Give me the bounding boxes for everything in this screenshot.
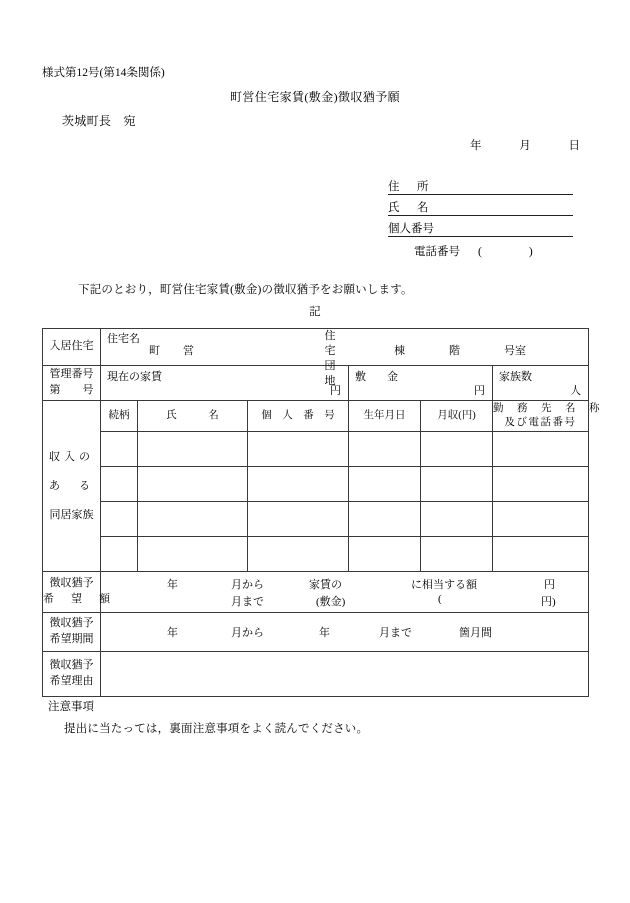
desired-period-label: [43, 613, 101, 652]
income-label-line3: 同居家族: [49, 508, 94, 521]
current-rent-field[interactable]: [101, 366, 349, 401]
desired-reason-label: [43, 652, 101, 697]
notes-body: 提出に当たっては，裏面注意事項をよく読んでください。: [64, 723, 369, 735]
date-day-label: 日: [568, 140, 580, 152]
room-label: 号室: [504, 345, 526, 357]
cell-mynumber[interactable]: [248, 502, 349, 537]
column-header-employer-line1: 勤 務 先 名 称: [493, 403, 601, 415]
column-header-name: 氏 名: [138, 401, 248, 432]
desired-period-label-line2: 希望期間: [49, 633, 94, 645]
family-count-unit: 人: [570, 385, 582, 397]
desired-period-label-line1: 徴収猶予: [49, 617, 94, 630]
applicant-address-label: 住 所: [388, 181, 432, 193]
table-row-dwelling: [43, 329, 589, 366]
cell-birthdate[interactable]: [349, 467, 421, 502]
cell-name[interactable]: [138, 432, 248, 467]
desired-amount-label: [43, 572, 113, 613]
current-rent-unit: 円: [330, 385, 341, 397]
applicant-name-field[interactable]: [388, 197, 573, 216]
building-label: 棟: [394, 345, 405, 357]
notes-title: 注意事項: [48, 701, 94, 713]
cell-mynumber[interactable]: [248, 432, 349, 467]
applicant-tel-paren: ( ): [478, 246, 541, 258]
deposit-label: 敷 金: [355, 371, 403, 383]
cell-employer[interactable]: [493, 432, 589, 467]
table-row: [43, 502, 589, 537]
desired-period-months-count: 箇月間: [459, 627, 492, 639]
applicant-mynumber-label: 個人番号: [388, 223, 434, 235]
column-header-employer-line2: 及び電話番号: [504, 417, 577, 428]
housing-complex-line1: 住 宅: [324, 330, 363, 357]
cell-income[interactable]: [421, 537, 493, 572]
desired-amount-equivalent: に相当する額: [411, 579, 477, 591]
table-row-management: [43, 366, 589, 401]
desired-amount-label-line2: 希 望 額: [43, 593, 113, 605]
cell-name[interactable]: [138, 467, 248, 502]
housing-complex-line2: 団 地: [324, 359, 363, 387]
applicant-block: [388, 176, 573, 259]
town-operated-label: 町 営: [149, 345, 200, 357]
desired-period-month-to: 月まで: [379, 627, 412, 639]
cell-mynumber[interactable]: [248, 537, 349, 572]
cell-birthdate[interactable]: [349, 537, 421, 572]
desired-reason-label-line2: 希望理由: [49, 675, 94, 687]
management-number-line2: 第 号: [49, 384, 94, 396]
cell-relation[interactable]: [101, 502, 138, 537]
table-row: [43, 537, 589, 572]
page-title: 町営住宅家賃(敷金)徴収猶予願: [230, 90, 400, 104]
deposit-unit: 円: [474, 385, 485, 397]
cell-birthdate[interactable]: [349, 432, 421, 467]
cell-mynumber[interactable]: [248, 467, 349, 502]
cell-income[interactable]: [421, 432, 493, 467]
dwelling-label: 入居住宅: [43, 329, 101, 366]
management-number-line1: 管理番号: [49, 368, 94, 381]
desired-amount-open-paren: (: [438, 593, 442, 605]
family-count-field[interactable]: [493, 366, 589, 401]
desired-amount-yen: 円: [544, 579, 555, 591]
applicant-mynumber-field[interactable]: [388, 218, 573, 237]
desired-reason-field[interactable]: [101, 652, 589, 697]
intro-sentence: 下記のとおり，町営住宅家賃(敷金)の徴収猶予をお願いします。: [78, 284, 413, 296]
date-line: [470, 137, 580, 153]
table-row-desired-period: [43, 613, 589, 652]
income-label-line1: 収入の: [49, 450, 94, 463]
application-table: [42, 328, 601, 697]
desired-period-field[interactable]: [101, 613, 589, 652]
desired-amount-year: 年: [167, 579, 178, 591]
table-row-desired-reason: [43, 652, 589, 697]
applicant-address-field[interactable]: [388, 176, 573, 195]
table-row: [43, 467, 589, 502]
desired-amount-month-to: 月まで: [231, 596, 264, 608]
cell-employer[interactable]: [493, 502, 589, 537]
table-row-desired-amount: [43, 572, 589, 613]
cell-income[interactable]: [421, 502, 493, 537]
column-header-relation: 続柄: [101, 401, 138, 432]
desired-period-year-from: 年: [167, 627, 178, 639]
desired-amount-label-line1: 徴収猶予: [49, 577, 94, 590]
date-month-label: 月: [519, 140, 531, 152]
desired-amount-field[interactable]: [101, 572, 589, 613]
desired-amount-deposit-of: (敷金): [316, 596, 346, 608]
cell-name[interactable]: [138, 502, 248, 537]
date-year-label: 年: [470, 140, 482, 152]
cell-name[interactable]: [138, 537, 248, 572]
column-header-birthdate: 生年月日: [349, 401, 421, 432]
applicant-tel-label: 電話番号: [414, 246, 460, 258]
desired-amount-yen-close: 円): [541, 596, 556, 608]
management-number-label: [43, 366, 101, 401]
column-header-mynumber: 個 人 番 号: [248, 401, 349, 432]
ki-mark: 記: [309, 306, 321, 318]
column-header-income: 月収(円): [421, 401, 493, 432]
desired-amount-rent-of: 家賃の: [309, 579, 342, 591]
addressee: 茨城町長 宛: [62, 114, 136, 128]
floor-label: 階: [449, 345, 460, 357]
table-row: [43, 432, 589, 467]
cell-relation[interactable]: [101, 432, 138, 467]
applicant-name-label: 氏 名: [388, 202, 432, 214]
desired-period-month-from: 月から: [231, 627, 264, 639]
family-count-label: 家族数: [499, 371, 532, 383]
income-label-line2: あ る: [49, 479, 94, 492]
cell-relation[interactable]: [101, 467, 138, 502]
housing-name-label: 住宅名: [107, 333, 140, 345]
table-row-income-header: [43, 401, 589, 432]
cell-income[interactable]: [421, 467, 493, 502]
desired-reason-label-line1: 徴収猶予: [49, 659, 94, 672]
desired-amount-month-from: 月から: [231, 579, 264, 591]
cell-employer[interactable]: [493, 467, 589, 502]
column-header-employer: [493, 401, 601, 432]
desired-period-year-to: 年: [319, 627, 330, 639]
income-section-label: [43, 401, 101, 572]
cell-employer[interactable]: [493, 537, 589, 572]
cell-relation[interactable]: [101, 537, 138, 572]
deposit-field[interactable]: [349, 366, 493, 401]
applicant-tel-field[interactable]: [388, 243, 573, 259]
cell-birthdate[interactable]: [349, 502, 421, 537]
current-rent-label: 現在の家賃: [107, 371, 162, 383]
form-code: 様式第12号(第14条関係): [42, 67, 165, 79]
